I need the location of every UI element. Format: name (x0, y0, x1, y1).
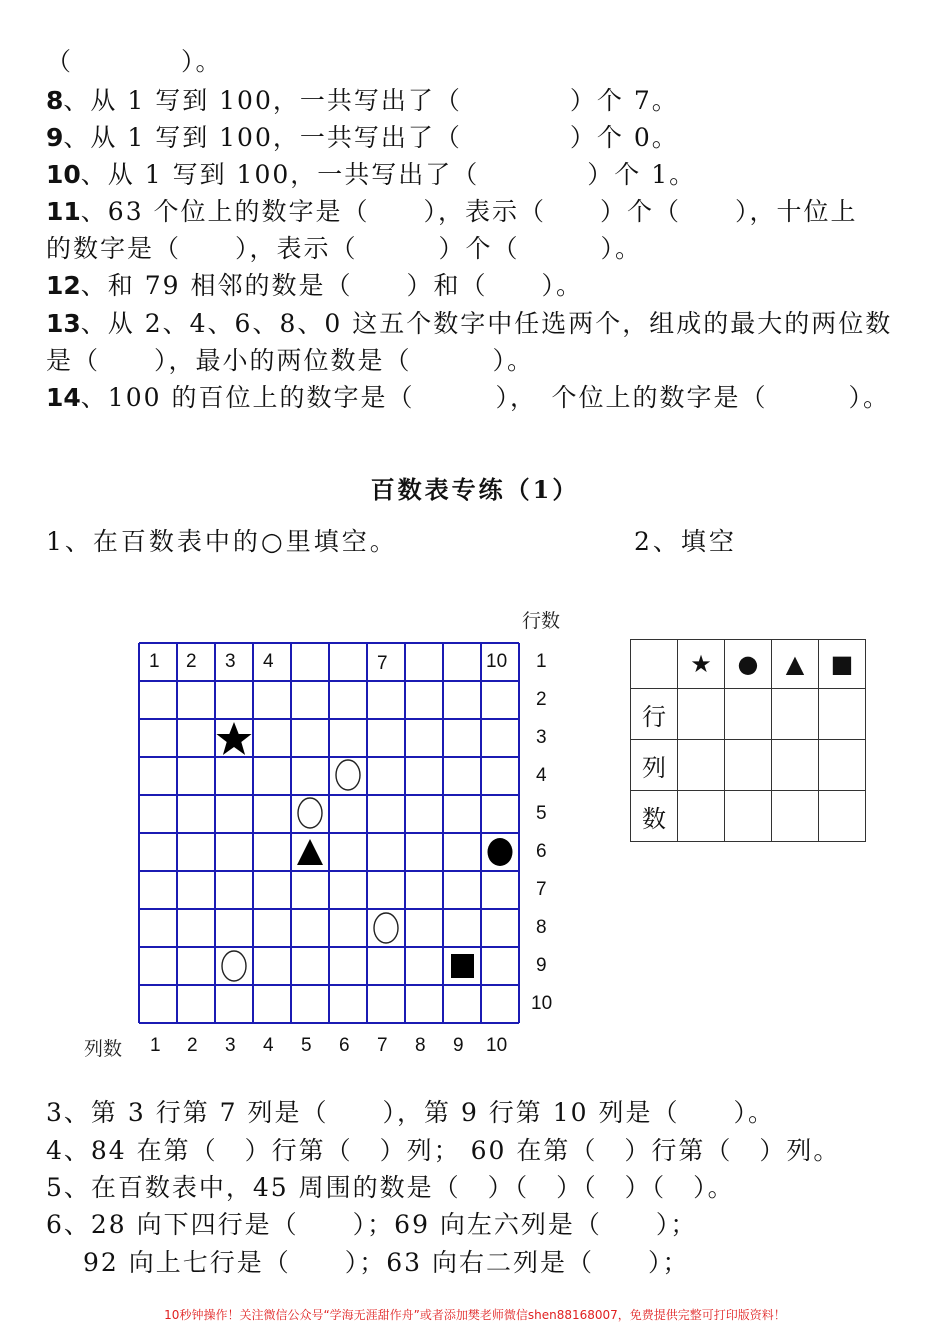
square-icon: ■ (819, 640, 866, 689)
answer-cell[interactable] (725, 791, 772, 842)
sub-question-1: 1、在百数表中的○里填空。 (46, 527, 398, 556)
question-8: 8、从 1 写到 100，一共写出了（ ）个 7。 (46, 86, 679, 115)
grid-cell-number: 10 (486, 651, 508, 672)
question-10: 10、从 1 写到 100，一共写出了（ ）个 1。 (46, 160, 697, 189)
answer-cell[interactable] (725, 689, 772, 740)
row-label: 3 (536, 727, 547, 748)
triangle-shape (297, 839, 323, 865)
row-label: 5 (536, 803, 547, 824)
question-5: 5、在百数表中，45 周围的数是（ ）（ ）（ ）（ ）。 (46, 1173, 735, 1202)
blank-circle (222, 951, 246, 981)
row-label-shu: 数 (631, 791, 678, 842)
question-13-cont: 是（ ），最小的两位数是（ ）。 (46, 346, 535, 375)
question-9: 9、从 1 写到 100，一共写出了（ ）个 0。 (46, 123, 679, 152)
answer-cell[interactable] (678, 689, 725, 740)
question-13: 13、从 2、4、6、8、0 这五个数字中任选两个，组成的最大的两位数 (46, 309, 893, 338)
star-icon: ★ (678, 640, 725, 689)
section-title: 百数表专练（1） (370, 475, 580, 504)
row-label: 6 (536, 841, 547, 862)
circle-icon: ● (725, 640, 772, 689)
answer-cell[interactable] (725, 740, 772, 791)
question-6-cont: 92 向上七行是（ ）；63 向右二列是（ ）； (46, 1248, 690, 1277)
col-label: 3 (225, 1035, 236, 1056)
grid-cell-number: 2 (186, 651, 197, 672)
answer-cell[interactable] (819, 791, 866, 842)
answer-cell[interactable] (678, 791, 725, 842)
answer-cell[interactable] (772, 740, 819, 791)
col-label: 7 (377, 1035, 388, 1056)
answer-cell[interactable] (678, 740, 725, 791)
question-11-cont: 的数字是（ ），表示（ ）个（ ）。 (46, 234, 643, 263)
col-label: 8 (415, 1035, 426, 1056)
row-axis-label: 行数 (522, 610, 561, 632)
blank-circle (336, 760, 360, 790)
square-shape (451, 954, 474, 978)
star-shape (216, 722, 251, 755)
col-label: 9 (453, 1035, 464, 1056)
blank-circle (298, 798, 322, 828)
question-12: 12、和 79 相邻的数是（ ）和（ ）。 (46, 271, 584, 300)
question-11: 11、63 个位上的数字是（ ），表示（ ）个（ ），十位上 (46, 197, 858, 226)
row-label: 4 (536, 765, 547, 786)
blank-circle (374, 913, 398, 943)
row-label-hang: 行 (631, 689, 678, 740)
grid-cell-number: 4 (263, 651, 274, 672)
answer-cell[interactable] (772, 689, 819, 740)
col-label: 10 (486, 1035, 508, 1056)
question-6: 6、28 向下四行是（ ）；69 向左六列是（ ）； (46, 1210, 698, 1239)
question-4: 4、84 在第（ ）行第（ ）列； 60 在第（ ）行第（ ）列。 (46, 1136, 841, 1165)
col-label: 5 (301, 1035, 312, 1056)
row-label: 2 (536, 689, 547, 710)
footer-promo: 10秒钟操作！关注微信公众号“学海无涯甜作舟”或者添加樊老师微信shen88168007，免费提供完整可打印版资料！ (164, 1308, 786, 1322)
question-14: 14、100 的百位上的数字是（ ）， 个位上的数字是（ ）。 (46, 383, 890, 412)
triangle-icon: ▲ (772, 640, 819, 689)
row-label: 9 (536, 955, 547, 976)
row-label-lie: 列 (631, 740, 678, 791)
symbol-table (630, 639, 866, 842)
grid-cell-number: 3 (225, 651, 236, 672)
row-label: 10 (531, 993, 553, 1014)
col-label: 2 (187, 1035, 198, 1056)
sub-question-2: 2、填空 (634, 527, 737, 556)
col-label: 4 (263, 1035, 274, 1056)
col-label: 1 (150, 1035, 161, 1056)
answer-cell[interactable] (819, 689, 866, 740)
col-label: 6 (339, 1035, 350, 1056)
row-label: 1 (536, 651, 547, 672)
answer-cell[interactable] (819, 740, 866, 791)
filled-circle-shape (488, 838, 513, 866)
row-label: 7 (536, 879, 547, 900)
grid-cell-number: 7 (377, 653, 388, 674)
grid-lines (139, 643, 519, 1023)
question-3: 3、第 3 行第 7 列是（ ），第 9 行第 10 列是（ ）。 (46, 1098, 776, 1127)
row-label: 8 (536, 917, 547, 938)
col-axis-label: 列数 (84, 1038, 123, 1060)
table-corner (631, 640, 678, 689)
question-line: （ ）。 (46, 47, 223, 76)
grid-cell-number: 1 (149, 651, 160, 672)
answer-cell[interactable] (772, 791, 819, 842)
